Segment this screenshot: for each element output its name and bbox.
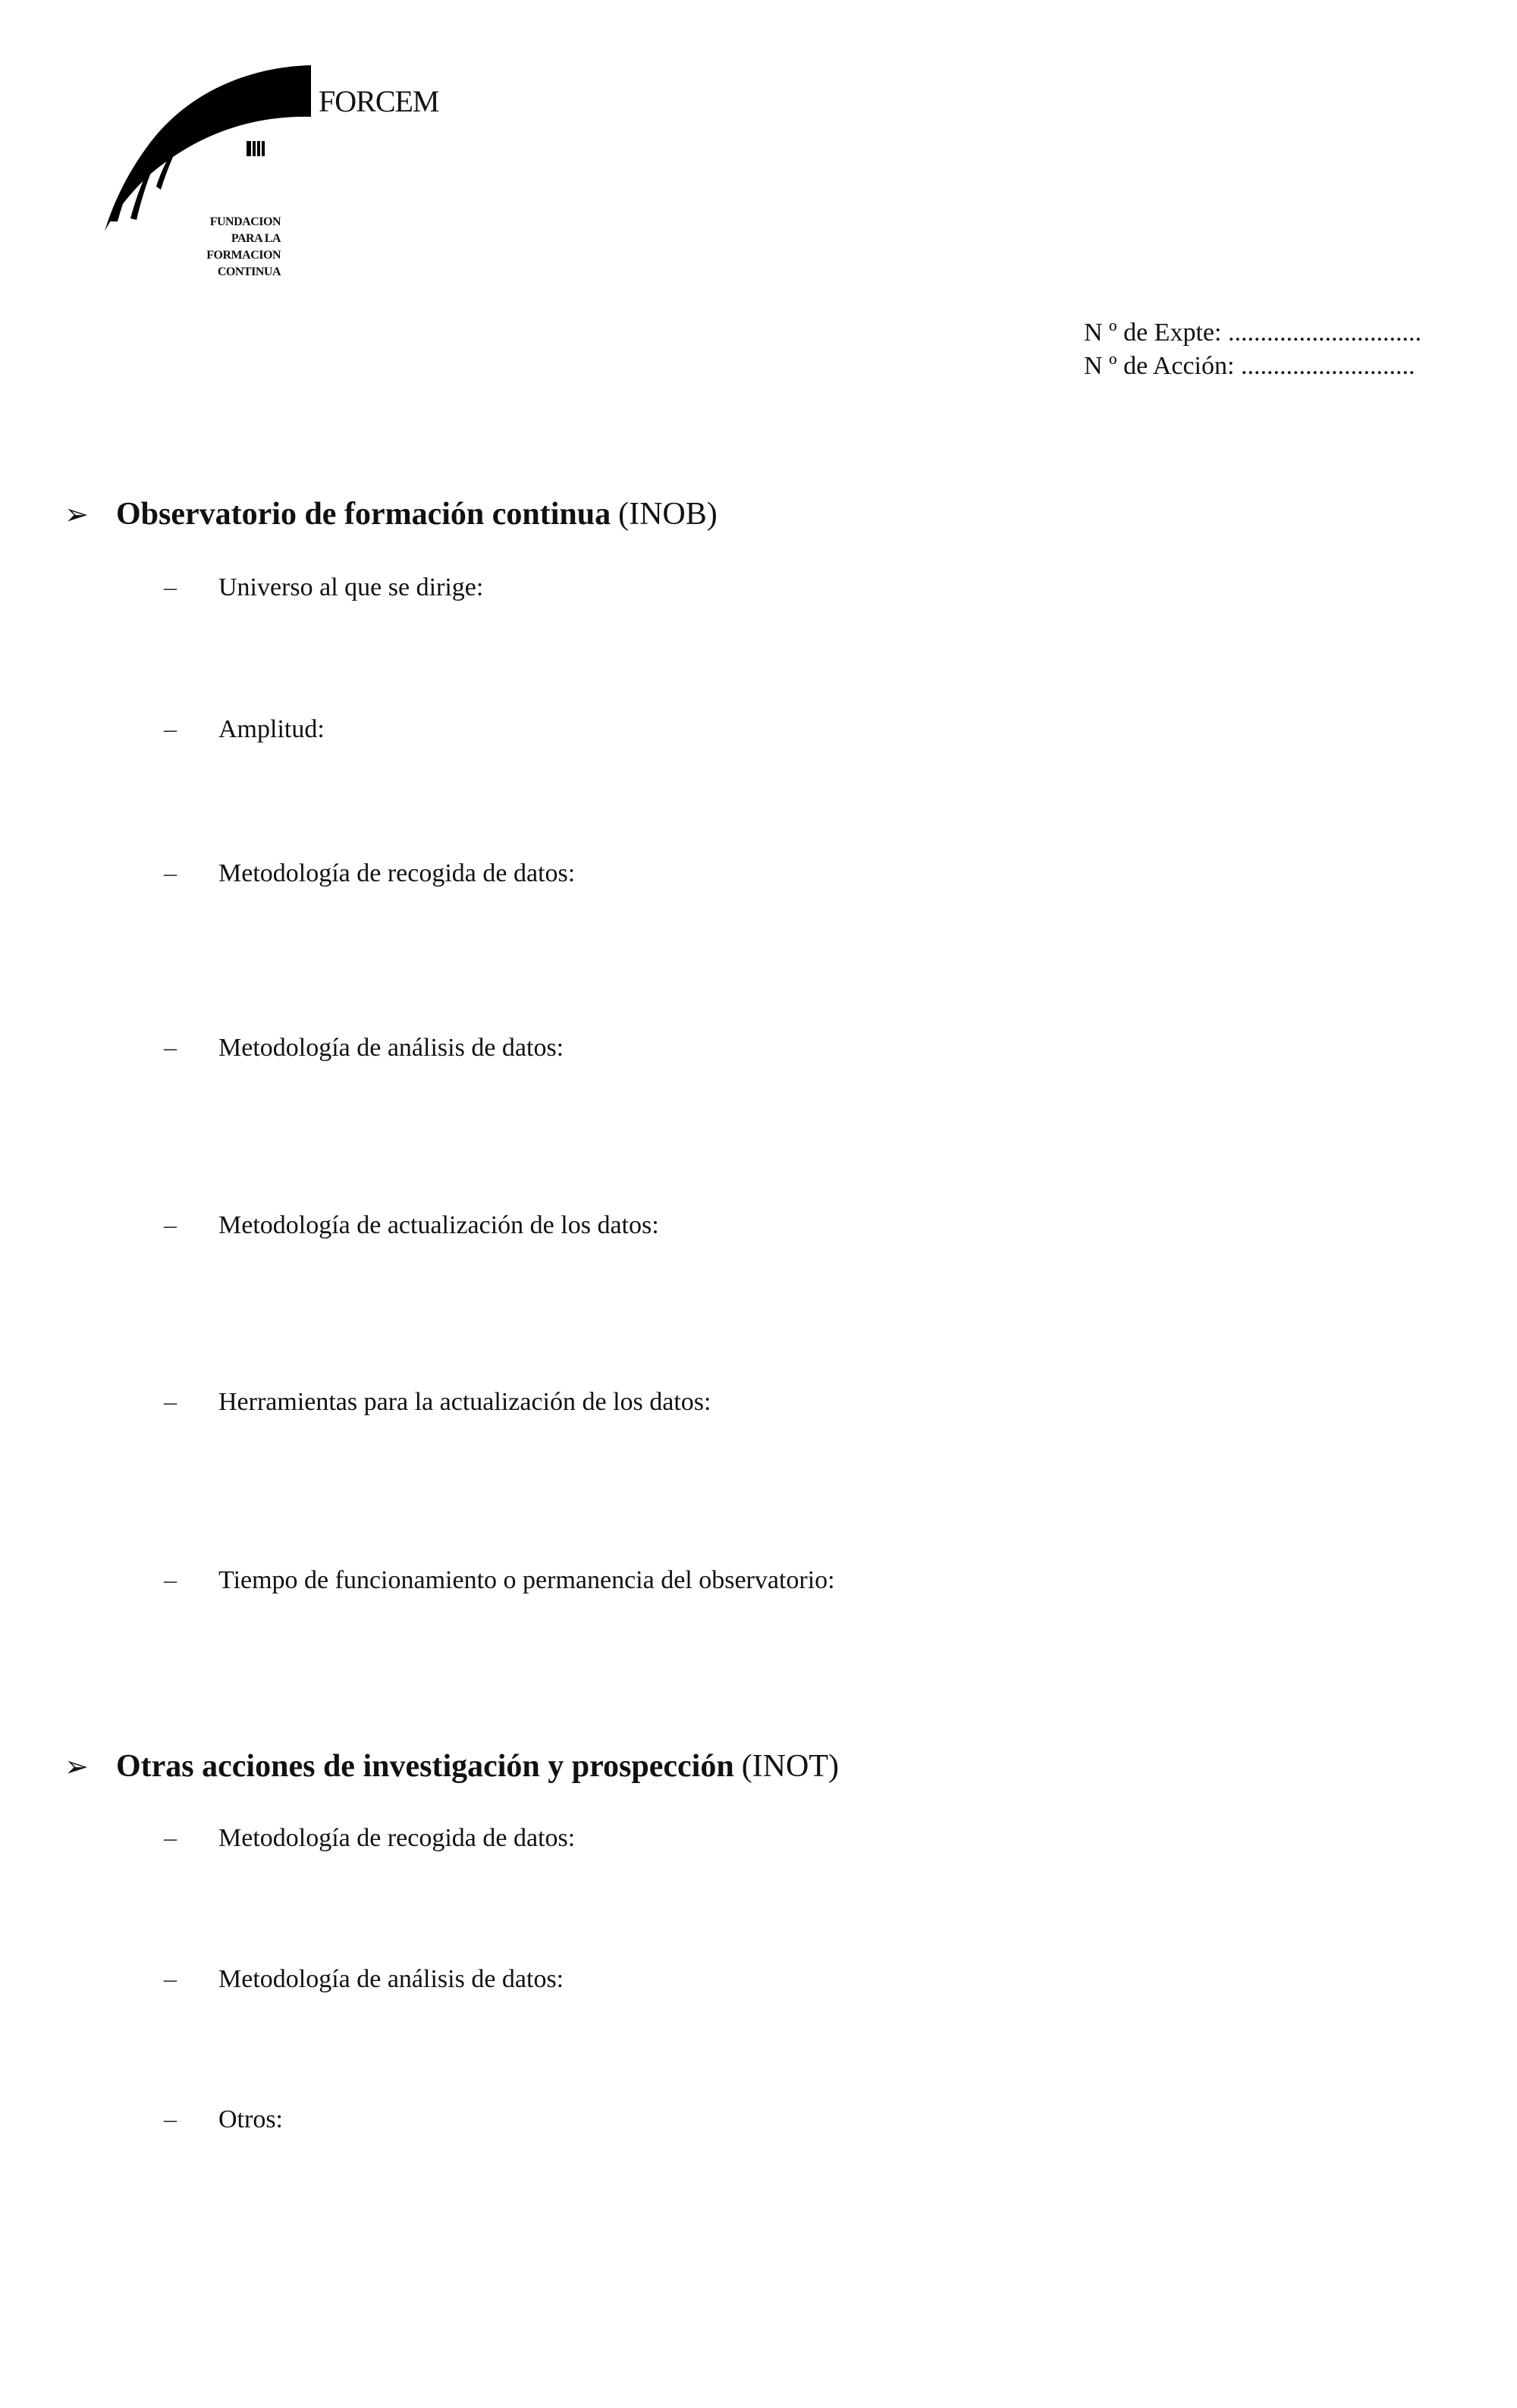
section-heading-inob: [64, 496, 718, 532]
section-title: Otras acciones de investigación y prospección: [116, 1749, 734, 1784]
list-item: [164, 1034, 564, 1063]
logo-subtitle: [159, 214, 281, 281]
list-item: [164, 1965, 564, 1994]
dash-bullet-icon: –: [164, 1034, 177, 1062]
dash-bullet-icon: –: [164, 1824, 177, 1852]
list-item: [164, 573, 483, 602]
forcem-logo: [61, 46, 485, 319]
section-heading-inot: [64, 1748, 839, 1785]
logo-line: FUNDACION: [209, 215, 281, 228]
list-item: [164, 1566, 835, 1595]
dash-bullet-icon: –: [164, 1388, 177, 1416]
list-item-label: Otros:: [218, 2105, 283, 2133]
list-item-label: Amplitud:: [218, 715, 325, 743]
expediente-number-field: N º de Expte: ..............................: [1084, 319, 1421, 347]
list-item-label: Herramientas para la actualización de los datos:: [218, 1388, 711, 1416]
list-item-label: Metodología de análisis de datos:: [218, 1965, 564, 1993]
dash-bullet-icon: –: [164, 573, 177, 601]
arrow-bullet-icon: ➢: [64, 498, 89, 531]
accion-number-field: N º de Acción: ...........................: [1084, 352, 1415, 380]
dash-bullet-icon: –: [164, 2105, 177, 2133]
logo-line: CONTINUA: [217, 265, 281, 278]
logo-line: FORMACION: [206, 249, 281, 262]
arrow-bullet-icon: ➢: [64, 1750, 89, 1783]
list-item: [164, 1824, 575, 1853]
list-item: [164, 2105, 283, 2134]
list-item: [164, 1388, 711, 1417]
list-item-label: Tiempo de funcionamiento o permanencia del observatorio:: [218, 1566, 835, 1594]
dash-bullet-icon: –: [164, 715, 177, 743]
section-code: (INOT): [741, 1749, 839, 1784]
dash-bullet-icon: –: [164, 859, 177, 887]
list-item-label: Metodología de actualización de los datos:: [218, 1211, 659, 1239]
list-item-label: Metodología de análisis de datos:: [218, 1034, 564, 1062]
section-title: Observatorio de formación continua: [116, 497, 611, 532]
dash-bullet-icon: –: [164, 1211, 177, 1239]
list-item-label: Metodología de recogida de datos:: [218, 1824, 576, 1852]
list-item-label: Metodología de recogida de datos:: [218, 859, 576, 887]
list-item-label: Universo al que se dirige:: [218, 573, 484, 601]
logo-brand-name: FORCEM: [319, 84, 439, 118]
dash-bullet-icon: –: [164, 1965, 177, 1993]
logo-line: PARA LA: [231, 232, 281, 245]
list-item: [164, 1211, 659, 1240]
section-code: (INOB): [618, 497, 718, 532]
list-item: [164, 859, 575, 888]
list-item: [164, 715, 325, 744]
dash-bullet-icon: –: [164, 1566, 177, 1594]
